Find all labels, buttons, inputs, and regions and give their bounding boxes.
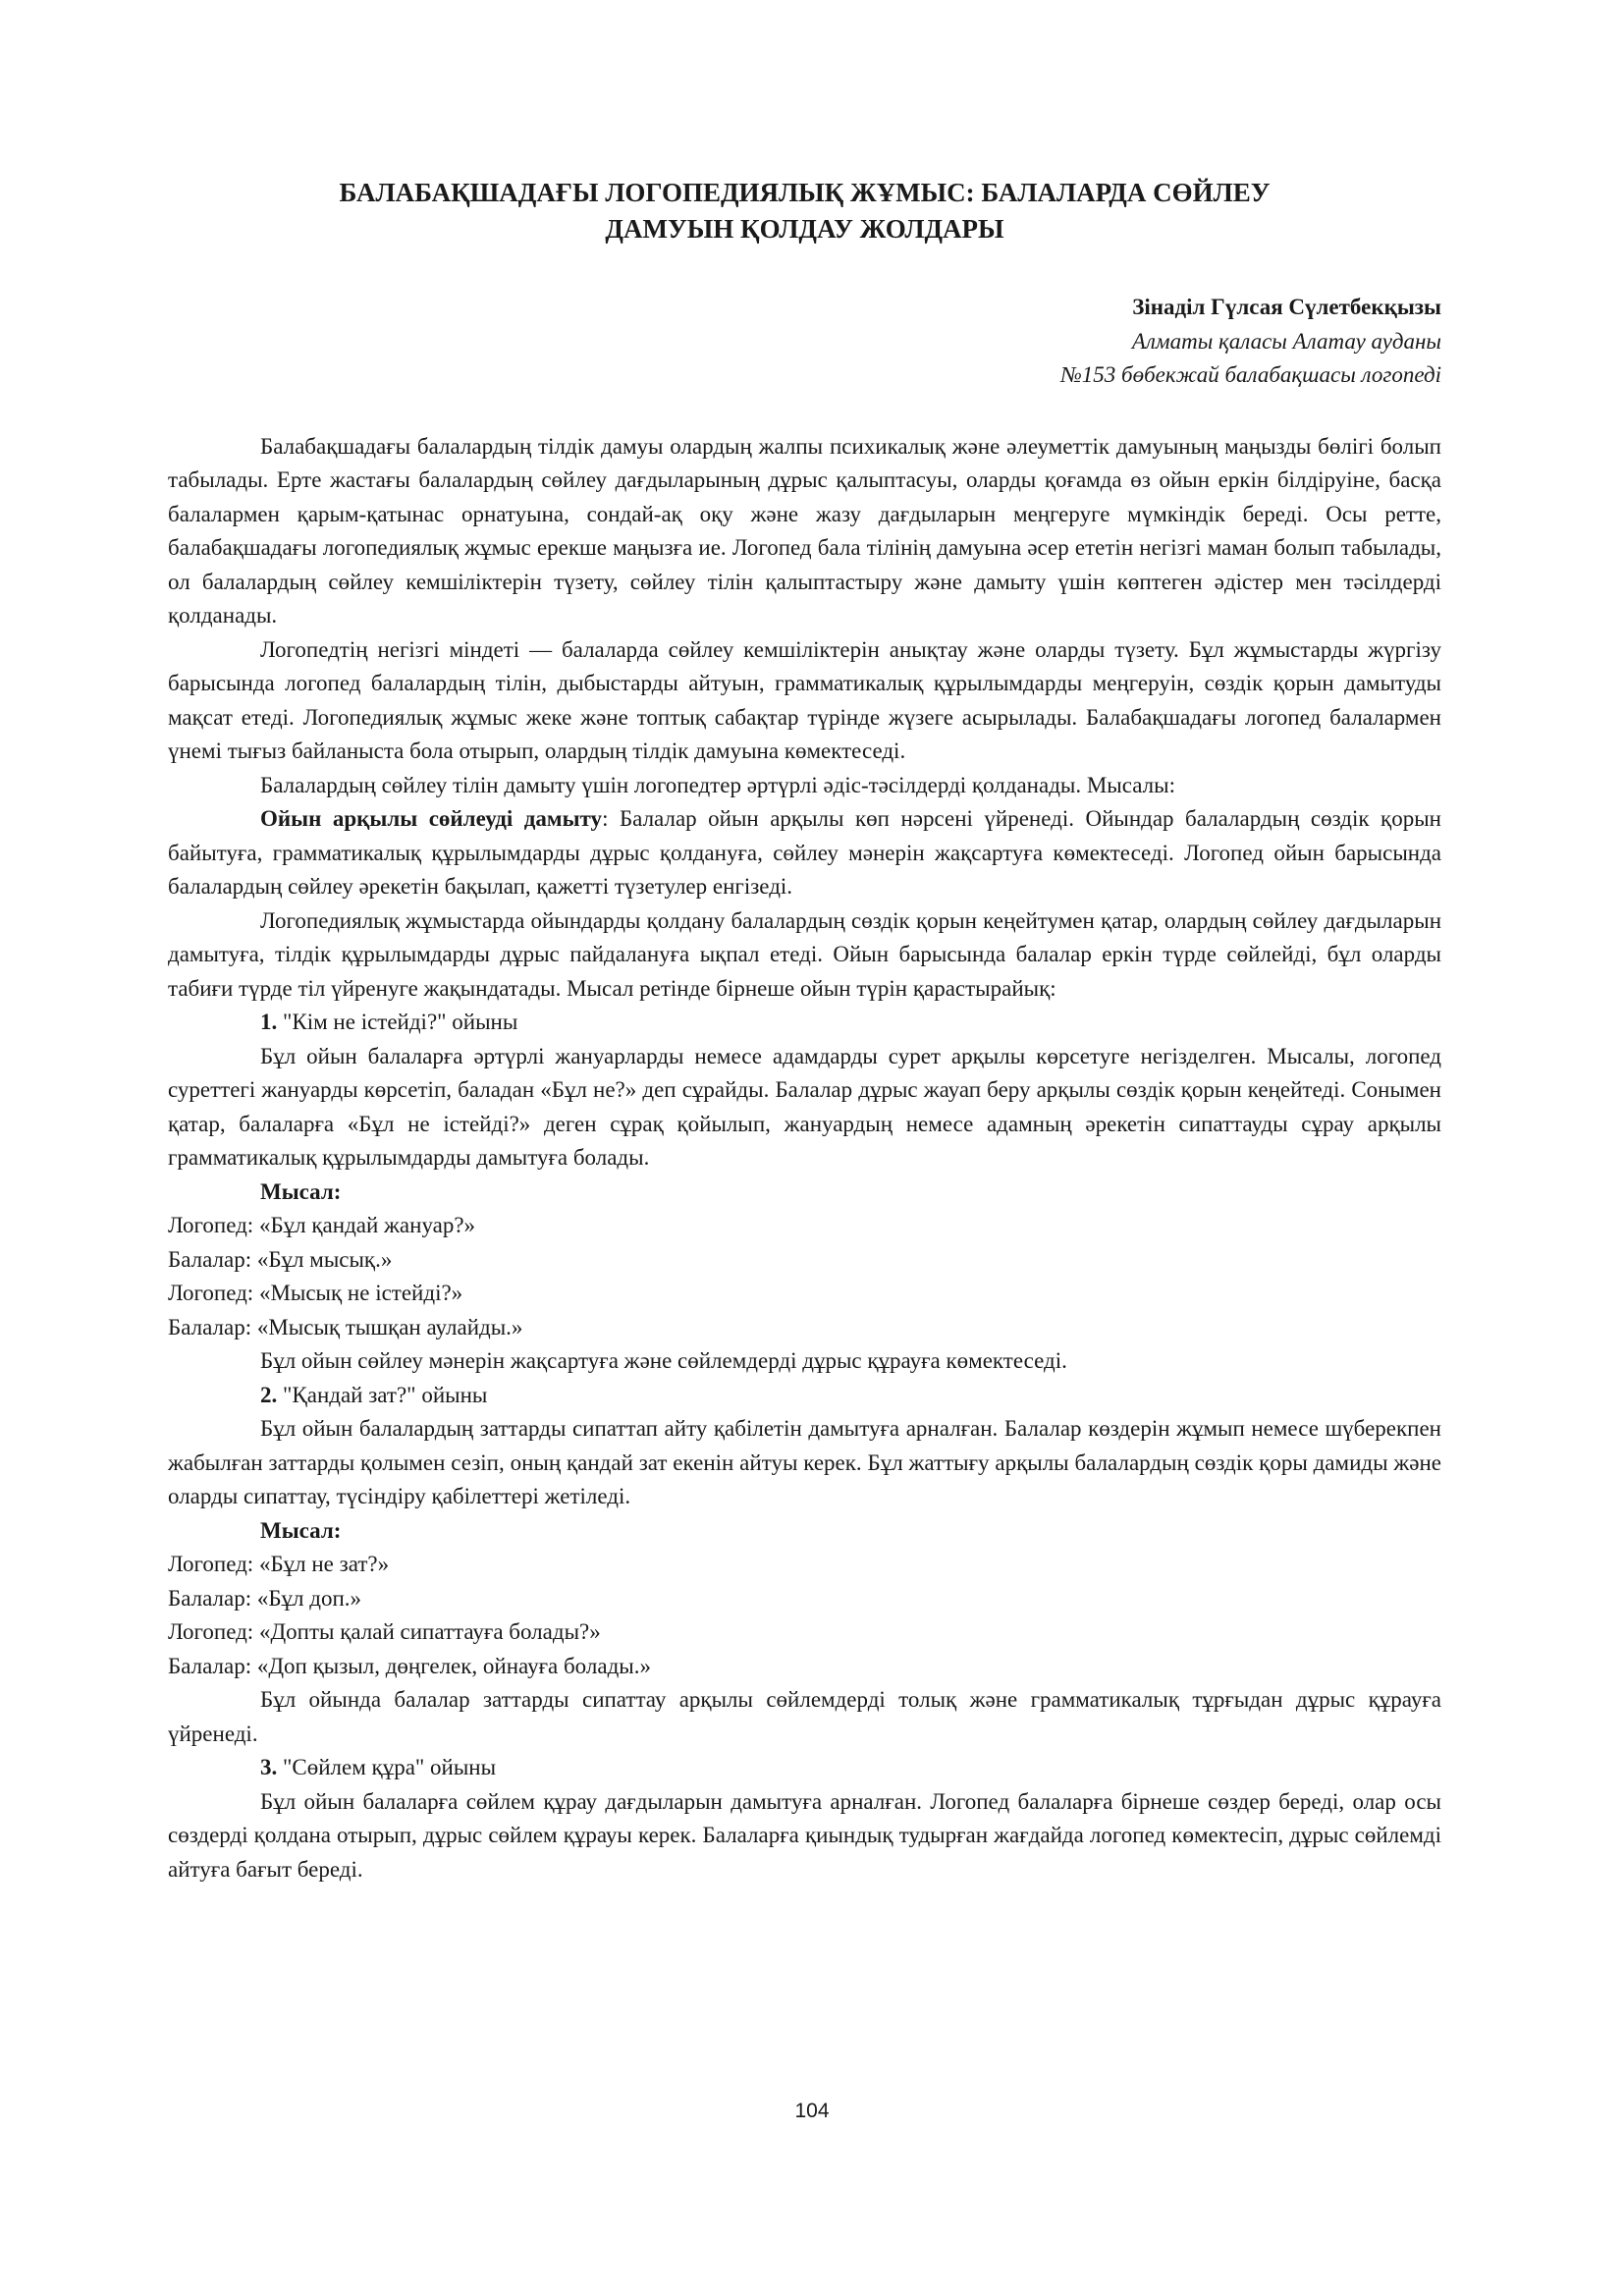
game-1-dialog-line: Логопед: «Бұл қандай жануар?» [168,1213,476,1237]
game-1-dialog-line: Логопед: «Мысық не істейді?» [168,1281,463,1305]
game-2-example-label: Мысал: [260,1517,342,1543]
paragraph-games-intro: Логопедиялық жұмыстарда ойындарды қолдану балалардың сөздік қорын кеңейтумен қатар, олардың сөйлеу дағдыларын дамытуға, тілдік құрылымдарды дұрыс пайдалануға ықпал етеді. Ойын барысында балалар еркін түрде сөйлейді, бұл оларды табиғи түрде тіл үйренуге жақындатады. Мысал ретінде бірнеше ойын түрін қарастырайық: [168,907,1441,1001]
game-1-heading [168,1006,1441,1040]
game-3-heading [168,1751,1441,1785]
title-line-1: БАЛАБАҚШАДАҒЫ ЛОГОПЕДИЯЛЫҚ ЖҰМЫС: БАЛАЛАРДА СӨЙЛЕУ [339,178,1271,207]
game-1-title: "Кім не істейді?" ойыны [277,1010,518,1034]
game-3-title: "Сөйлем құра" ойыны [277,1755,497,1779]
game-1-dialog-line: Балалар: «Мысық тышқан аулайды.» [168,1314,523,1339]
author-block [168,291,1441,393]
game-2-number: 2. [260,1382,278,1407]
game-2-dialog-line: Логопед: «Бұл не зат?» [168,1552,390,1576]
play-method-heading: Ойын арқылы сөйлеуді дамыту [260,806,603,831]
author-affiliation-1: Алматы қаласы Алатау ауданы [1131,328,1441,354]
game-1-conclusion: Бұл ойын сөйлеу мәнерін жақсартуға және сөйлемдерді дұрыс құрауға көмектеседі. [260,1348,1067,1373]
game-1-dialog-line: Балалар: «Бұл мысық.» [168,1246,393,1272]
paragraph-play-method [168,802,1441,904]
play-method-text: : Балалар ойын арқылы көп нәрсені үйренеді. Ойындар балалардың сөздік қорын байытуға, грамматикалық құрылымдарды дұрыс қолдануға, сөйлеу мәнерін жақсартуға көмектеседі. Логопед ойын барысында балалардың сөйлеу әрекетін бақылап, қажетті түзетулер енгізеді. [168,806,1441,899]
author-name: Зінаділ Гүлсая Сүлетбекқызы [1132,295,1441,319]
game-3-description: Бұл ойын балаларға сөйлем құрау дағдыларын дамытуға арналған. Логопед балаларға бірнеше сөздер береді, олар осы сөздерді қолдана отырып, дұрыс сөйлем құрауы керек. Балаларға қиындық тудырған жағдайда логопед көмектесіп, дұрыс сөйлемді айтуға бағыт береді. [168,1788,1441,1882]
game-3-number: 3. [260,1755,278,1779]
title-line-2: ДАМУЫН ҚОЛДАУ ЖОЛДАРЫ [605,214,1004,244]
page-number: 104 [794,2100,830,2122]
game-2-heading [168,1379,1441,1413]
game-2-dialog-line: Балалар: «Доп қызыл, дөңгелек, ойнауға болады.» [168,1653,651,1678]
paragraph-intro: Балабақшадағы балалардың тілдік дамуы олардың жалпы психикалық және әлеуметтік дамуының маңызды бөлігі болып табылады. Ерте жастағы балалардың сөйлеу дағдыларының дұрыс қалыптасуы, оларды қоғамда өз ойын еркін білдіруіне, басқа балалармен қарым-қатынас орнатуына, сондай-ақ оқу және жазу дағдыларын меңгеруге мүмкіндік береді. Осы ретте, балабақшадағы логопедиялық жұмыс ерекше маңызға ие. Логопед бала тілінің дамуына әсер ететін негізгі маман болып табылады, ол балалардың сөйлеу кемшіліктерін түзету, сөйлеу тілін қалыптастыру және дамыту үшін көптеген әдістер мен тәсілдерді қолданады. [168,433,1441,628]
paragraph-methods: Балалардың сөйлеу тілін дамыту үшін логопедтер әртүрлі әдіс-тәсілдерді қолданады. Мысалы: [260,772,1175,797]
game-2-dialog-line: Балалар: «Бұл доп.» [168,1585,362,1611]
game-2-conclusion: Бұл ойында балалар заттарды сипаттау арқылы сөйлемдерді толық және грамматикалық тұрғыдан дұрыс құрауға үйренеді. [168,1687,1441,1746]
game-1-number: 1. [260,1010,278,1034]
article-title [168,175,1441,247]
article [168,175,1441,1886]
paragraph-logoped-task: Логопедтің негізгі міндеті — балаларда сөйлеу кемшіліктерін анықтау және оларды түзету. Бұл жұмыстарды жүргізу барысында логопед балалардың тілін, дыбыстарды айтуын, грамматикалық құрылымдарды меңгеруін, сөздік қорын дамытуды мақсат етеді. Логопедиялық жұмыс жеке және топтық сабақтар түрінде жүзеге асырылады. Балабақшадағы логопед балалармен үнемі тығыз байланыста бола отырып, олардың тілдік дамуына көмектеседі. [168,636,1441,763]
game-2-dialog-line: Логопед: «Допты қалай сипаттауға болады?» [168,1619,601,1644]
game-2-description: Бұл ойын балалардың заттарды сипаттап айту қабілетін дамытуға арналған. Балалар көздерін жұмып немесе шүберекпен жабылған заттарды қолымен сезіп, оның қандай зат екенін айтуы керек. Бұл жаттығу арқылы балалардың сөздік қоры дамиды және оларды сипаттау, түсіндіру қабілеттері жетіледі. [168,1416,1441,1508]
game-2-title: "Қандай зат?" ойыны [277,1382,488,1407]
author-affiliation-2: №153 бөбекжай балабақшасы логопеді [1060,362,1441,387]
game-1-example-label: Мысал: [260,1178,342,1204]
game-1-description: Бұл ойын балаларға әртүрлі жануарларды немесе адамдарды сурет арқылы көрсетуге негізделген. Мысалы, логопед суреттегі жануарды көрсетіп, баладан «Бұл не?» деп сұрайды. Балалар дұрыс жауап беру арқылы сөздік қорын кеңейтеді. Сонымен қатар, балаларға «Бұл не істейді?» деген сұрақ қойылып, жануардың немесе адамның әрекетін сипаттауды сұрау арқылы грамматикалық құрылымдарды дамытуға болады. [168,1043,1441,1170]
